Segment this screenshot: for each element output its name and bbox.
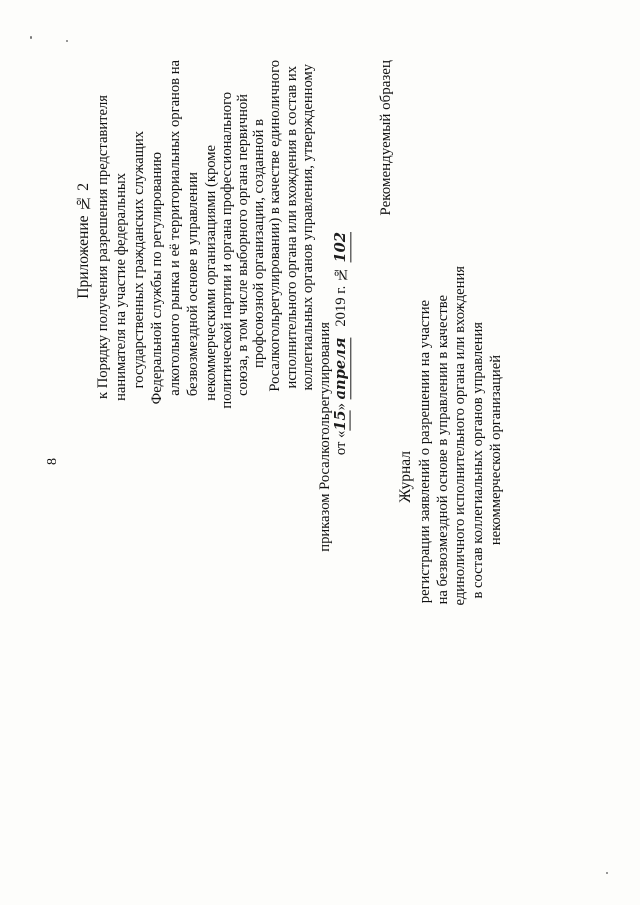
journal-line: в состав коллегиальных органов управления [470, 322, 486, 599]
signed-month: апреля [332, 337, 349, 400]
appendix-line: алкогольного рынка и её территориальных органов на [167, 60, 183, 396]
signed-line [334, 232, 349, 455]
appendix-line: политической партии и органа профессионального [219, 92, 235, 409]
signed-number: 102 [332, 232, 349, 263]
journal-title: Журнал [397, 451, 414, 503]
appendix-line: профсоюзной организации, созданной в [251, 119, 267, 368]
scan-speck [606, 872, 608, 874]
journal-line: единоличного исполнительного органа или вхождения [452, 266, 468, 606]
appendix-line: нанимателя на участие федеральных [113, 173, 129, 401]
scan-speck [30, 36, 32, 39]
signed-year: 2019 г. № [333, 266, 349, 327]
appendix-line: исполнительного органа или вхождения в состав их [284, 66, 300, 389]
journal-line: на безвозмездной основе в управлении в качестве [435, 295, 451, 605]
appendix-line: некоммерческими организациями (кроме [203, 145, 219, 401]
journal-line: регистрации заявлений о разрешении на участие [417, 300, 433, 604]
appendix-line: Росалкогольрегулировании) в качестве единоличного [267, 60, 283, 392]
signed-day: 15 [332, 410, 349, 431]
appendix-line: к Порядку получения разрешения представителя [95, 95, 111, 400]
appendix-title: Приложение № 2 [75, 183, 92, 299]
recommended-sample-label: Рекомендуемый образец [378, 60, 394, 216]
appendix-line: безвозмездной основе в управлении [185, 172, 201, 397]
scan-speck [66, 40, 68, 42]
appendix-line: союза, в том числе выборного органа первичной [235, 94, 251, 396]
order-line: приказом Росалкогольрегулирования [317, 322, 333, 552]
page-number: 8 [45, 458, 60, 465]
appendix-line: коллегиальных органов управления, утвержденному [300, 64, 316, 391]
journal-line: некоммерческой организацией [488, 355, 504, 546]
appendix-line: Федеральной службы по регулированию [149, 152, 165, 405]
signed-close-quote: » [333, 403, 349, 411]
signed-from: от « [333, 430, 349, 456]
appendix-line: государственных гражданских служащих [131, 131, 147, 389]
